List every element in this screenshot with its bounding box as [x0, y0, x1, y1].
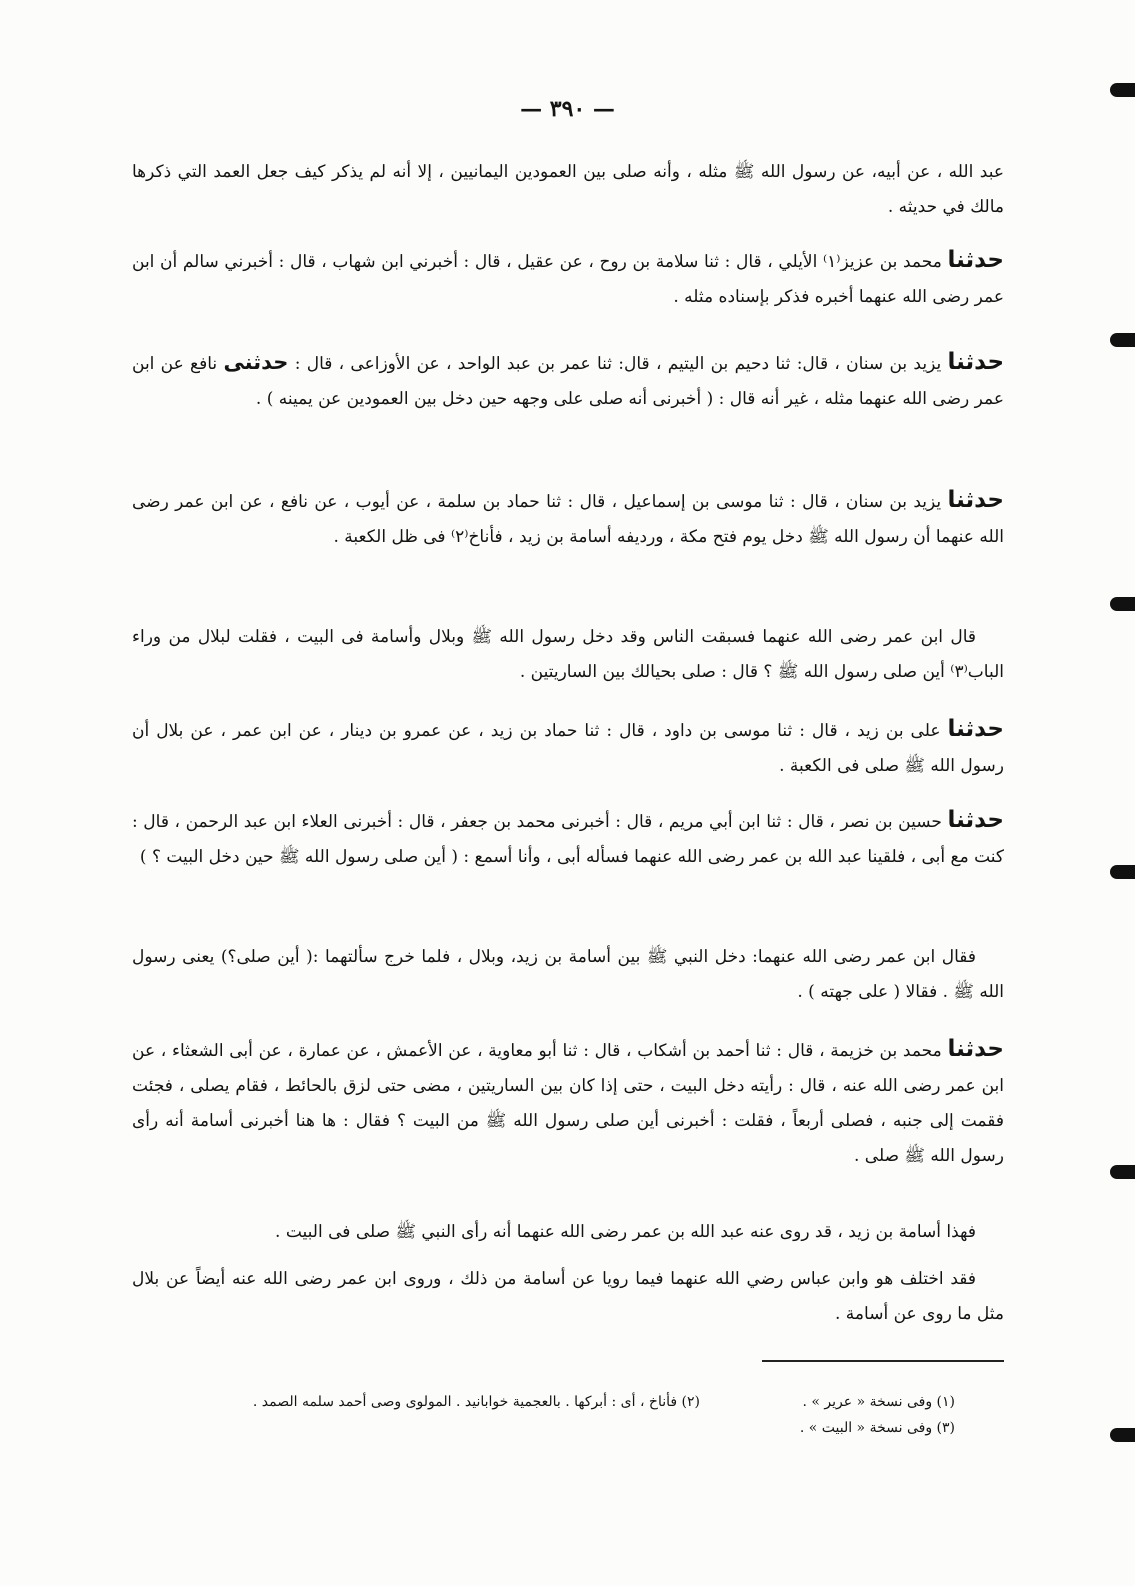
- paragraph-4: [132, 483, 1004, 555]
- paragraph-text: يزيد بن سنان ، قال: ثنا دحيم بن اليتيم ، قال: ثنا عمر بن عبد الواحد ، عن الأوزاعى ، قال :: [294, 354, 942, 374]
- paragraph-text: يزيد بن سنان ، قال : ثنا موسى بن إسماعيل ، قال : ثنا حماد بن سلمة ، عن أيوب ، عن نافع ، عن ابن عمر رضى الله عنهما أن رسول الله ﷺ دخل يوم فتح مكة ، ورديفه أسامة بن زيد ، فأناخ⁽٢⁾ فى ظل الكعبة .: [132, 492, 1004, 547]
- hadith-lead: حدثنا: [947, 349, 1005, 375]
- paragraph-text: فهذا أسامة بن زيد ، قد روى عنه عبد الله بن عمر رضى الله عنهما أنه رأى النبي ﷺ صلى فى البيت .: [275, 1222, 976, 1242]
- paragraph-6: [132, 712, 1004, 784]
- margin-mark: [1110, 83, 1135, 97]
- paragraph-text: على بن زيد ، قال : ثنا موسى بن داود ، قال : ثنا حماد بن زيد ، عن عمرو بن دينار ، عن ابن عمر ، عن بلال أن رسول الله ﷺ صلى فى الكعبة .: [132, 721, 1004, 776]
- hadith-lead: حدثنا: [947, 247, 1004, 273]
- paragraph-text: حسين بن نصر ، قال : ثنا ابن أبي مريم ، قال : أخبرنى محمد بن جعفر ، قال : أخبرنى العلاء ابن عبد الرحمن ، قال : كنت مع أبى ، فلقينا عبد الله بن عمر رضى الله عنهما فسأله أبى ، وأنا أسمع : ( أين صلى رسول الله ﷺ حين دخل البيت ؟ ): [132, 812, 1004, 867]
- paragraph-3: [132, 345, 1004, 417]
- paragraph-2: [132, 243, 1004, 315]
- paragraph-9: [132, 1032, 1004, 1174]
- margin-mark: [1110, 865, 1135, 879]
- paragraph-10: [132, 1215, 1004, 1250]
- margin-mark: [1110, 1165, 1135, 1179]
- footnote-3: (٣) وفى نسخة « البيت » .: [799, 1420, 955, 1436]
- paragraph-text: محمد بن عزيز⁽١⁾ الأيلي ، قال : ثنا سلامة بن روح ، عن عقيل ، قال : أخبرني ابن شهاب ، قال : أخبرني سالم أن ابن عمر رضى الله عنهما أخبره فذكر بإسناده مثله .: [132, 252, 1004, 307]
- paragraph-7: [132, 803, 1004, 875]
- page-number: — ٣٩٠ —: [520, 96, 615, 122]
- footnote-divider: [762, 1360, 1004, 1362]
- margin-mark: [1110, 597, 1135, 611]
- hadith-lead: حدثنا: [947, 716, 1005, 742]
- margin-mark: [1110, 333, 1135, 347]
- paragraph-text: فقال ابن عمر رضى الله عنهما: دخل النبي ﷺ بين أسامة بن زيد، وبلال ، فلما خرج سألتهما :( أين صلى؟) يعنى رسول الله ﷺ . فقالا ( على جهته ) .: [132, 947, 1004, 1002]
- margin-mark: [1110, 1428, 1135, 1442]
- inline-lead: حدثنى: [223, 350, 289, 374]
- paragraph-text-continued: نافع عن ابن عمر رضى الله عنهما مثله ، غير أنه قال : ( أخبرنى أنه صلى على وجهه حين دخل بين العمودين عن يمينه ) .: [132, 354, 1004, 409]
- paragraph-8: [132, 940, 1004, 1010]
- paragraph-text: عبد الله ، عن أبيه، عن رسول الله ﷺ مثله ، وأنه صلى بين العمودين اليمانيين ، إلا أنه لم يذكر كيف جعل العمد التي ذكرها مالك في حديثه .: [132, 162, 1004, 217]
- paragraph-text: محمد بن خزيمة ، قال : ثنا أحمد بن أشكاب ، قال : ثنا أبو معاوية ، عن الأعمش ، عن عمارة ، عن أبى الشعثاء ، عن ابن عمر رضى الله عنه ، قال : رأيته دخل البيت ، حتى إذا كان بين الساريتين ، مضى حتى لزق بالحائط ، فقام يصلى ، فجئت فقمت إلى جنبه ، فصلى أربعاً ، فقلت : أخبرنى أين صلى رسول الله ﷺ من البيت ؟ فقال : ها هنا أخبرنى أسامة أنه رأى رسول الله ﷺ صلى .: [132, 1041, 1004, 1166]
- hadith-lead: حدثنا: [947, 1036, 1004, 1062]
- hadith-lead: حدثنا: [947, 487, 1004, 513]
- footnote-1: (١) وفى نسخة « عرير » .: [802, 1394, 955, 1410]
- paragraph-text: قال ابن عمر رضى الله عنهما فسبقت الناس وقد دخل رسول الله ﷺ وبلال وأسامة فى البيت ، فقلت لبلال من وراء الباب⁽٣⁾ أين صلى رسول الله ﷺ ؟ قال : صلى بحيالك بين الساريتين .: [132, 627, 1004, 682]
- paragraph-11: [132, 1262, 1004, 1332]
- paragraph-text: فقد اختلف هو وابن عباس رضي الله عنهما فيما رويا عن أسامة من ذلك ، وروى ابن عمر رضى الله عنه أيضاً عن بلال مثل ما روى عن أسامة .: [132, 1269, 1004, 1324]
- footnote-2: (٢) فأناخ ، أى : أبركها . بالعجمية خوابانيد . المولوى وصى أحمد سلمه الصمد .: [252, 1394, 700, 1410]
- paragraph-5: [132, 620, 1004, 690]
- hadith-lead: حدثنا: [947, 807, 1004, 833]
- paragraph-1: [132, 155, 1004, 225]
